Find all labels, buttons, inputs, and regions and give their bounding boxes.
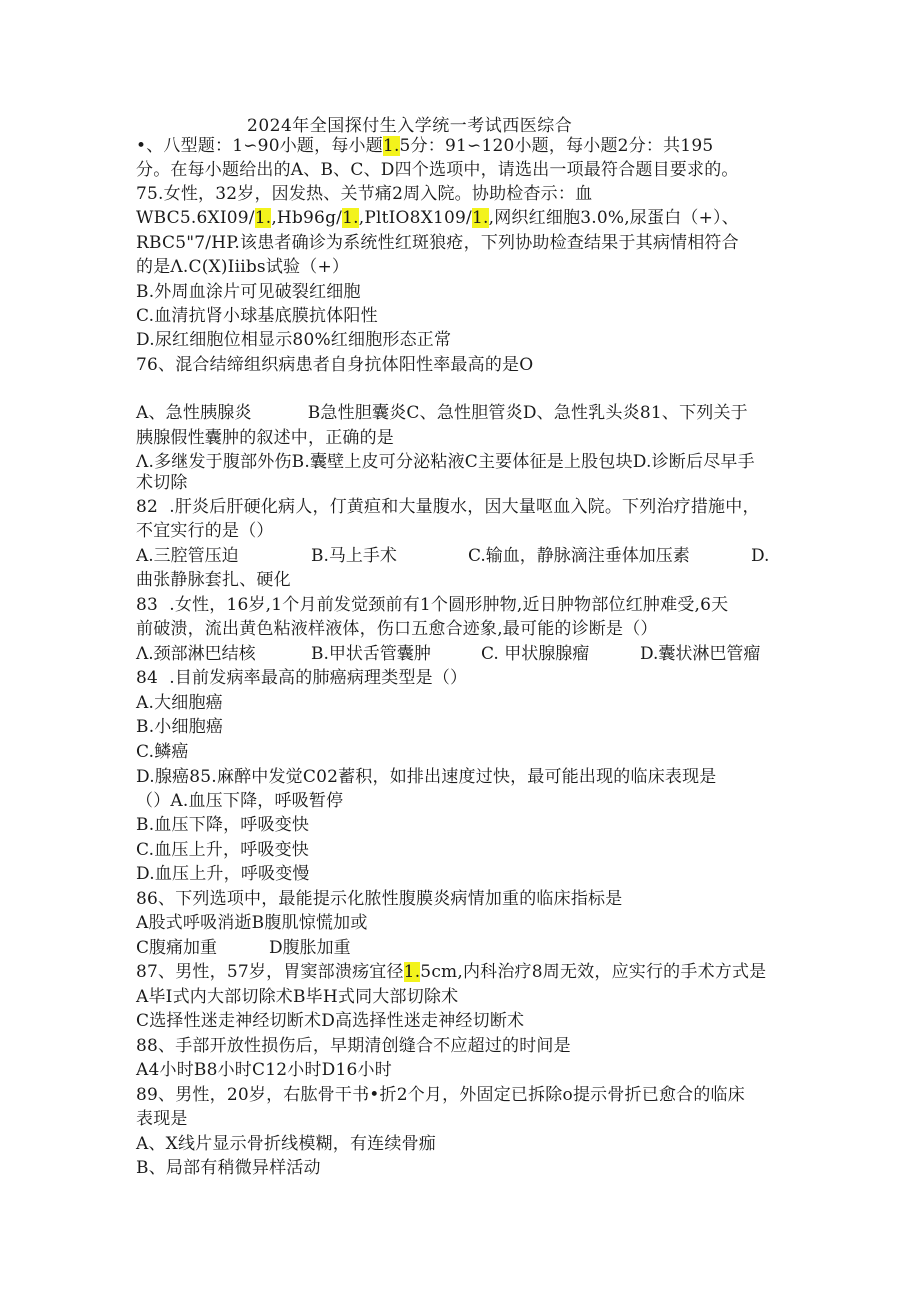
q82-option-a: A.三腔管压迫 [136, 546, 239, 566]
q84-question: 84 .目前发病率最高的肺癌病理类型是（） [136, 668, 468, 688]
q85-option-a: （）A.血压下降，呼吸暂停 [136, 791, 344, 811]
q87-line-1 [136, 961, 766, 983]
highlight-mark: 1. [342, 208, 359, 228]
intro-text: 5分：91∽120小题，每小题2分：共195 [399, 136, 714, 156]
intro-line-2: 分。在每小题给出的A、B、C、D四个选项中，请选出一项最符合题目要求的。 [136, 160, 739, 180]
q88-question: 88、手部开放性损伤后，早期清创缝合不应超过的时间是 [136, 1036, 571, 1056]
q86-question: 86、下列选项中，最能提示化脓性腹膜炎病情加重的临床指标是 [136, 889, 623, 909]
q75-option-b: B.外周血涂片可见破裂红细胞 [136, 282, 361, 302]
q75-text: ,网织红细胞3.0%,尿蛋白（+）、 [488, 208, 739, 228]
q75-text: WBC5.6XI09/ [136, 208, 255, 228]
q81-line-1: 胰腺假性囊肿的叙述中，正确的是 [136, 428, 394, 448]
q82-option-b: B.马上手术 [311, 546, 397, 566]
q82-option-d-text: 曲张静脉套扎、硬化 [136, 570, 291, 590]
highlight-mark: 1. [403, 962, 421, 982]
q89-option-a: A、X线片显示骨折线模糊，有连续骨痂 [136, 1134, 436, 1154]
q87-text: 5cm,内科治疗8周无效，应实行的手术方式是 [420, 962, 767, 982]
q89-line-1: 89、男性，20岁，右肱骨干书•折2个月，外固定已拆除o提示骨折已愈合的临床 [136, 1085, 745, 1105]
q83-option-a: Λ.颈部淋巴结核 [136, 644, 256, 664]
q87-options-cd: C选择性迷走神经切断术D高选择性迷走神经切断术 [136, 1011, 525, 1031]
q83-option-b: B.甲状舌管囊肿 [311, 644, 431, 664]
q81-line-2: Λ.多继发于腹部外伤B.囊壁上皮可分泌粘液C主要体征是上股包块D.诊断后尽早手 [136, 452, 755, 472]
q75-line-4: 的是Λ.C(X)Iiibs试验（+） [136, 257, 350, 277]
q85-option-c: C.血压上升，呼吸变快 [136, 840, 310, 860]
q75-option-d: D.尿红细胞位相显示80%红细胞形态正常 [136, 330, 452, 350]
highlight-mark: 1. [382, 136, 400, 156]
q82-line-1: 82 .肝炎后肝硬化病人，仃黄疸和大量腹水，因大量呕血入院。下列治疗措施中， [136, 497, 760, 517]
q82-line-2: 不宜实行的是（） [136, 521, 274, 541]
q75-line-1: 75.女性，32岁，因发热、关节痛2周入院。协助检杳示：血 [136, 184, 593, 204]
q84-option-a: A.大细胞癌 [136, 693, 223, 713]
q89-line-2: 表现是 [136, 1109, 188, 1129]
q85-option-d: D.血压上升，呼吸变慢 [136, 864, 310, 884]
q84-option-c: C.鳞癌 [136, 742, 189, 762]
page-title: 2024年全国探付生入学统一考试西医综合 [247, 116, 573, 136]
q81-line-3: 术切除 [136, 473, 188, 493]
q75-text: ,PltIO8X109/ [358, 208, 472, 228]
q80-options: A、急性胰腺炎 B急性胆囊炎C、急性胆管炎D、急性乳头炎81、下列关于 [136, 403, 748, 423]
intro-line-1 [136, 135, 713, 157]
q87-text: 87、男性，57岁，胃窦部溃疡宜径 [136, 962, 404, 982]
q75-text: ,Hb96g/ [271, 208, 343, 228]
intro-text: •、八型题：1∽90小题，每小题 [136, 136, 383, 156]
q75-option-c: C.血清抗肾小球基底膜抗体阳性 [136, 306, 378, 326]
q83-line-1: 83 .女性，16岁,1个月前发觉颈前有1个圆形肿物,近日肿物部位红肿难受,6天 [136, 595, 729, 615]
q86-option-d: D腹胀加重 [269, 938, 351, 958]
q82-option-d: D. [751, 546, 770, 566]
q85-option-b: B.血压下降，呼吸变快 [136, 815, 310, 835]
q83-option-d: D.囊状淋巴管瘤 [640, 644, 761, 664]
highlight-mark: 1. [471, 208, 489, 228]
q83-line-2: 前破溃，流出黄色粘液样液体，伤口五愈合迹象,最可能的诊断是（） [136, 619, 658, 639]
q86-options-ab: A股式呼吸消逝B腹肌惊慌加或 [136, 913, 368, 933]
q84-option-b: B.小细胞癌 [136, 717, 224, 737]
q84-option-d: D.腺癌85.麻醉中发觉C02蓄积，如排出速度过快，最可能出现的临床表现是 [136, 767, 717, 787]
q86-option-c: C腹痛加重 [136, 938, 218, 958]
q87-options-ab: A毕I式内大部切除术B毕H式同大部切除术 [136, 987, 459, 1007]
q75-line-2 [136, 207, 739, 229]
q89-option-b: B、局部有稍微异样活动 [136, 1158, 321, 1178]
q88-options: A4小时B8小时C12小时D16小时 [136, 1060, 392, 1080]
q82-option-c: C.输血，静脉滴注垂体加压素 [468, 546, 690, 566]
highlight-mark: 1. [254, 208, 272, 228]
q75-line-3: RBC5"7/HP.该患者确诊为系统性红斑狼疮，下列协助检查结果于其病情相符合 [136, 233, 739, 253]
q83-option-c: C. 甲状腺腺瘤 [481, 644, 590, 664]
q76-question: 76、混合结缔组织病患者自身抗体阳性率最高的是O [136, 355, 534, 375]
